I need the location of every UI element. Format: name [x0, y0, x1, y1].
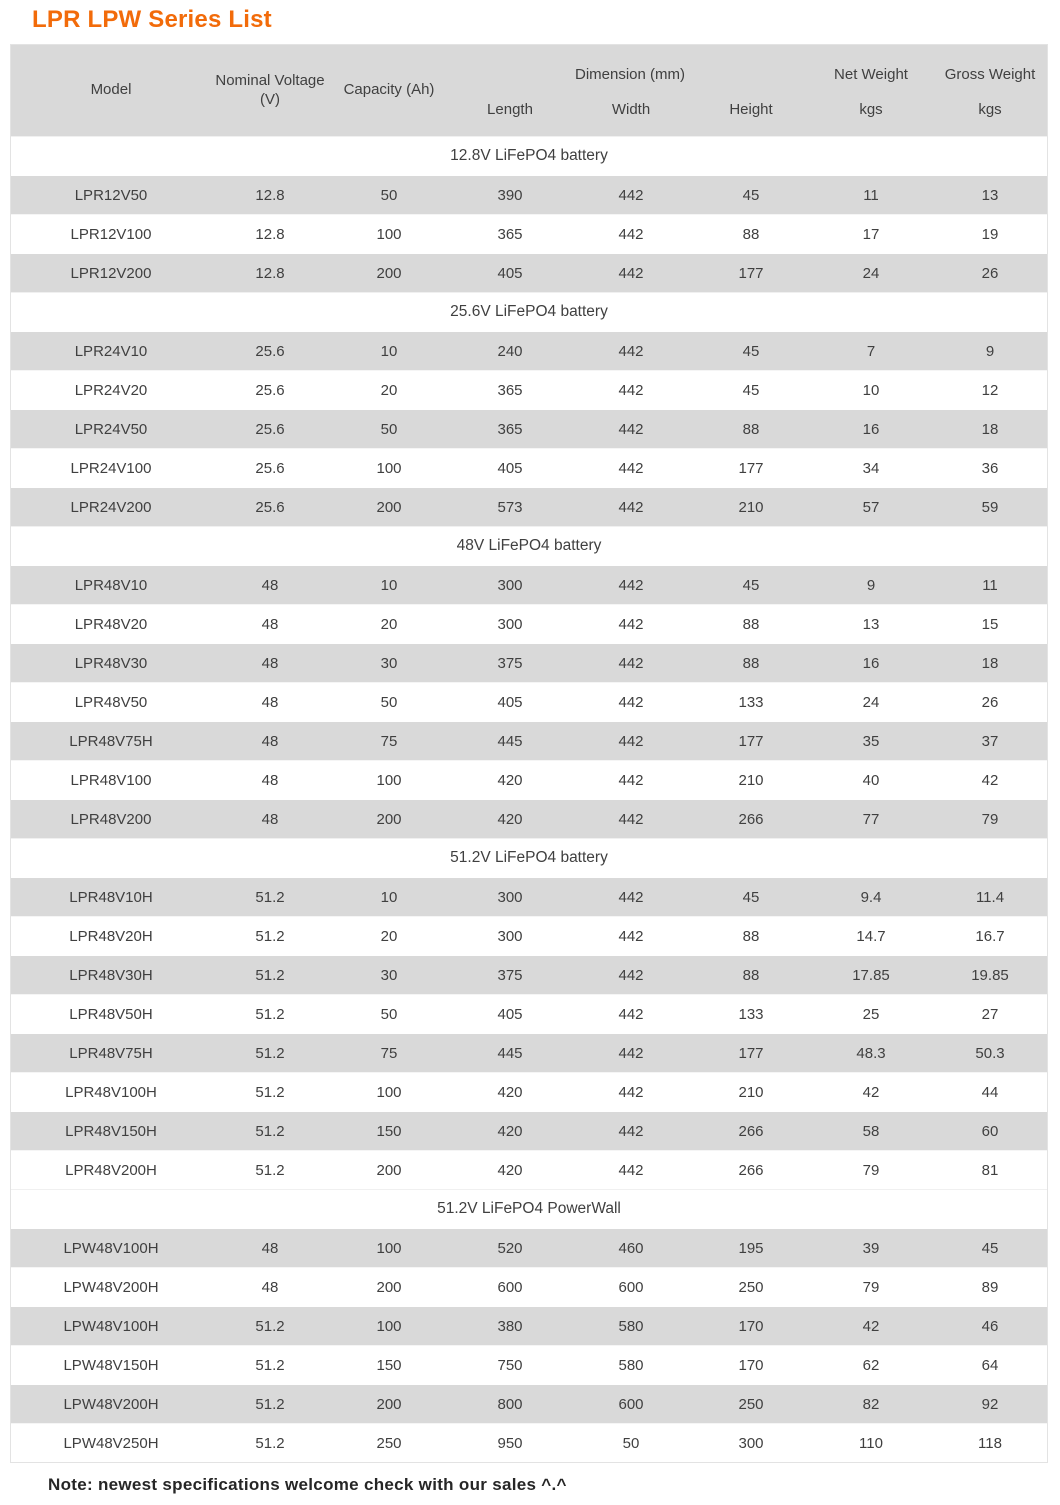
- value-cell: 50: [380, 1005, 398, 1023]
- value-cell: 442: [618, 381, 644, 399]
- value-cell: 442: [618, 732, 644, 750]
- value-cell: 405: [497, 693, 523, 711]
- value-cell: 51.2: [255, 1395, 285, 1413]
- value-cell: 51.2: [255, 1317, 285, 1335]
- value-cell: 16: [862, 654, 880, 672]
- header-gross-kgs: kgs: [978, 101, 1002, 118]
- table-row: [11, 994, 1047, 1033]
- value-cell: 81: [981, 1161, 999, 1179]
- value-cell: 11.4: [975, 888, 1005, 906]
- value-cell: 200: [376, 498, 402, 516]
- model-cell: LPR48V30: [74, 654, 148, 672]
- value-cell: 300: [497, 927, 523, 945]
- table-row: [11, 1033, 1047, 1072]
- value-cell: 48: [261, 576, 279, 594]
- model-cell: LPR48V75H: [69, 1044, 153, 1062]
- value-cell: 17: [862, 225, 880, 243]
- model-cell: LPR24V200: [70, 498, 152, 516]
- table-row: [11, 955, 1047, 994]
- value-cell: 520: [497, 1239, 523, 1257]
- value-cell: 177: [738, 459, 764, 477]
- value-cell: 35: [862, 732, 880, 750]
- value-cell: 195: [738, 1239, 764, 1257]
- value-cell: 600: [497, 1278, 523, 1296]
- value-cell: 27: [981, 1005, 999, 1023]
- table-row: [11, 1306, 1047, 1345]
- value-cell: 10: [862, 381, 880, 399]
- model-cell: LPR48V100: [70, 771, 152, 789]
- table-row: [11, 331, 1047, 370]
- value-cell: 266: [738, 1161, 764, 1179]
- value-cell: 92: [981, 1395, 999, 1413]
- model-cell: LPR48V200H: [65, 1161, 157, 1179]
- value-cell: 25.6: [255, 498, 285, 516]
- footer-note: Note: newest specifications welcome check with our sales ^.^: [48, 1475, 567, 1494]
- table-row: [11, 1267, 1047, 1306]
- model-cell: LPR12V100: [70, 225, 152, 243]
- value-cell: 600: [618, 1395, 644, 1413]
- model-cell: LPR48V200: [70, 810, 152, 828]
- value-cell: 118: [978, 1434, 1002, 1452]
- value-cell: 10: [380, 342, 398, 360]
- header-net-kgs: kgs: [859, 101, 883, 118]
- value-cell: 37: [981, 732, 999, 750]
- value-cell: 375: [497, 654, 523, 672]
- model-cell: LPW48V150H: [63, 1356, 159, 1374]
- value-cell: 442: [618, 420, 644, 438]
- value-cell: 442: [618, 225, 644, 243]
- value-cell: 442: [618, 1044, 644, 1062]
- value-cell: 250: [738, 1395, 764, 1413]
- section-header-row: 12.8V LiFePO4 battery: [11, 136, 1047, 175]
- value-cell: 420: [497, 1083, 523, 1101]
- table-row: [11, 487, 1047, 526]
- table-row: [11, 253, 1047, 292]
- value-cell: 750: [497, 1356, 523, 1374]
- value-cell: 300: [738, 1434, 764, 1452]
- value-cell: 48.3: [856, 1044, 886, 1062]
- value-cell: 177: [738, 732, 764, 750]
- model-cell: LPR48V75H: [69, 732, 153, 750]
- header-gross-weight: Gross Weight: [944, 66, 1036, 84]
- value-cell: 9: [866, 576, 876, 594]
- table-row: [11, 1072, 1047, 1111]
- value-cell: 16.7: [975, 927, 1005, 945]
- value-cell: 45: [742, 186, 760, 204]
- value-cell: 240: [497, 342, 523, 360]
- value-cell: 40: [862, 771, 880, 789]
- model-cell: LPR48V10H: [69, 888, 153, 906]
- value-cell: 45: [742, 381, 760, 399]
- value-cell: 25: [862, 1005, 880, 1023]
- value-cell: 82: [862, 1395, 880, 1413]
- value-cell: 51.2: [255, 1356, 285, 1374]
- value-cell: 25.6: [255, 381, 285, 399]
- value-cell: 442: [618, 810, 644, 828]
- value-cell: 133: [738, 693, 764, 711]
- value-cell: 12: [981, 381, 999, 399]
- value-cell: 442: [618, 186, 644, 204]
- table-row: [11, 409, 1047, 448]
- model-cell: LPR24V10: [74, 342, 148, 360]
- value-cell: 365: [497, 225, 523, 243]
- value-cell: 57: [862, 498, 880, 516]
- value-cell: 45: [742, 576, 760, 594]
- value-cell: 200: [376, 1278, 402, 1296]
- value-cell: 210: [738, 1083, 764, 1101]
- value-cell: 250: [738, 1278, 764, 1296]
- value-cell: 25.6: [255, 459, 285, 477]
- value-cell: 88: [742, 966, 760, 984]
- value-cell: 10: [380, 888, 398, 906]
- section-header-row: 48V LiFePO4 battery: [11, 526, 1047, 565]
- value-cell: 110: [859, 1434, 883, 1452]
- value-cell: 266: [738, 810, 764, 828]
- spec-table: [10, 44, 1048, 1463]
- value-cell: 20: [380, 927, 398, 945]
- value-cell: 420: [497, 771, 523, 789]
- value-cell: 25.6: [255, 420, 285, 438]
- table-row: [11, 1111, 1047, 1150]
- table-row: [11, 1150, 1047, 1189]
- model-cell: LPR48V50H: [69, 1005, 153, 1023]
- model-cell: LPR24V100: [70, 459, 152, 477]
- header-capacity: Capacity (Ah): [343, 81, 435, 99]
- value-cell: 210: [738, 498, 764, 516]
- value-cell: 10: [380, 576, 398, 594]
- value-cell: 442: [618, 498, 644, 516]
- value-cell: 442: [618, 654, 644, 672]
- value-cell: 442: [618, 927, 644, 945]
- model-cell: LPW48V100H: [63, 1239, 159, 1257]
- model-cell: LPR48V10: [74, 576, 148, 594]
- table-row: [11, 175, 1047, 214]
- value-cell: 13: [981, 186, 999, 204]
- value-cell: 442: [618, 888, 644, 906]
- value-cell: 442: [618, 615, 644, 633]
- value-cell: 445: [497, 732, 523, 750]
- table-row: [11, 916, 1047, 955]
- value-cell: 100: [376, 1317, 402, 1335]
- value-cell: 12.8: [255, 225, 285, 243]
- table-row: [11, 604, 1047, 643]
- value-cell: 18: [981, 420, 999, 438]
- value-cell: 45: [742, 342, 760, 360]
- value-cell: 11: [982, 576, 998, 594]
- value-cell: 100: [376, 1239, 402, 1257]
- value-cell: 58: [862, 1122, 880, 1140]
- value-cell: 42: [981, 771, 999, 789]
- value-cell: 88: [742, 927, 760, 945]
- section-header-row: 51.2V LiFePO4 battery: [11, 838, 1047, 877]
- value-cell: 26: [981, 693, 999, 711]
- value-cell: 17.85: [852, 966, 890, 984]
- value-cell: 24: [862, 693, 880, 711]
- model-cell: LPW48V200H: [63, 1395, 159, 1413]
- value-cell: 48: [261, 615, 279, 633]
- value-cell: 420: [497, 810, 523, 828]
- value-cell: 50: [622, 1434, 640, 1452]
- value-cell: 50: [380, 186, 398, 204]
- value-cell: 51.2: [255, 1005, 285, 1023]
- table-row: [11, 760, 1047, 799]
- value-cell: 51.2: [255, 888, 285, 906]
- header-net-weight: Net Weight: [834, 66, 908, 84]
- value-cell: 51.2: [255, 1434, 285, 1452]
- value-cell: 177: [738, 264, 764, 282]
- value-cell: 442: [618, 693, 644, 711]
- value-cell: 11: [863, 186, 879, 204]
- value-cell: 150: [376, 1356, 402, 1374]
- table-row: [11, 1228, 1047, 1267]
- value-cell: 46: [981, 1317, 999, 1335]
- value-cell: 460: [618, 1239, 644, 1257]
- value-cell: 48: [261, 732, 279, 750]
- value-cell: 573: [497, 498, 523, 516]
- value-cell: 45: [742, 888, 760, 906]
- value-cell: 100: [376, 771, 402, 789]
- value-cell: 51.2: [255, 1083, 285, 1101]
- model-cell: LPW48V100H: [63, 1317, 159, 1335]
- value-cell: 20: [380, 615, 398, 633]
- value-cell: 442: [618, 1122, 644, 1140]
- model-cell: LPR48V150H: [65, 1122, 157, 1140]
- value-cell: 75: [380, 732, 398, 750]
- value-cell: 100: [376, 225, 402, 243]
- value-cell: 300: [497, 615, 523, 633]
- value-cell: 200: [376, 1161, 402, 1179]
- value-cell: 39: [862, 1239, 880, 1257]
- value-cell: 100: [376, 459, 402, 477]
- value-cell: 420: [497, 1161, 523, 1179]
- value-cell: 45: [981, 1239, 999, 1257]
- value-cell: 48: [261, 1239, 279, 1257]
- value-cell: 420: [497, 1122, 523, 1140]
- value-cell: 19.85: [971, 966, 1009, 984]
- table-row: [11, 565, 1047, 604]
- value-cell: 48: [261, 693, 279, 711]
- value-cell: 48: [261, 654, 279, 672]
- table-row: [11, 682, 1047, 721]
- value-cell: 16: [862, 420, 880, 438]
- table-row: [11, 1423, 1047, 1462]
- table-row: [11, 877, 1047, 916]
- section-header-row: 25.6V LiFePO4 battery: [11, 292, 1047, 331]
- value-cell: 24: [862, 264, 880, 282]
- value-cell: 300: [497, 888, 523, 906]
- value-cell: 18: [981, 654, 999, 672]
- value-cell: 19: [981, 225, 999, 243]
- value-cell: 150: [376, 1122, 402, 1140]
- value-cell: 88: [742, 225, 760, 243]
- model-cell: LPR24V20: [74, 381, 148, 399]
- table-row: [11, 799, 1047, 838]
- table-row: [11, 721, 1047, 760]
- value-cell: 51.2: [255, 1122, 285, 1140]
- section-header-row: 51.2V LiFePO4 PowerWall: [11, 1189, 1047, 1228]
- table-body: [11, 136, 1047, 1462]
- value-cell: 48: [261, 1278, 279, 1296]
- value-cell: 51.2: [255, 1044, 285, 1062]
- value-cell: 50: [380, 693, 398, 711]
- header-height: Height: [729, 101, 773, 118]
- value-cell: 442: [618, 264, 644, 282]
- value-cell: 200: [376, 810, 402, 828]
- value-cell: 250: [376, 1434, 402, 1452]
- value-cell: 77: [862, 810, 880, 828]
- value-cell: 89: [981, 1278, 999, 1296]
- value-cell: 442: [618, 576, 644, 594]
- value-cell: 442: [618, 1161, 644, 1179]
- model-cell: LPR48V30H: [69, 966, 153, 984]
- value-cell: 380: [497, 1317, 523, 1335]
- model-cell: LPW48V200H: [63, 1278, 159, 1296]
- model-cell: LPR48V100H: [65, 1083, 157, 1101]
- header-voltage: Nominal Voltage (V): [215, 71, 325, 108]
- value-cell: 210: [738, 771, 764, 789]
- value-cell: 60: [981, 1122, 999, 1140]
- value-cell: 9.4: [860, 888, 882, 906]
- value-cell: 7: [866, 342, 876, 360]
- value-cell: 133: [738, 1005, 764, 1023]
- value-cell: 79: [862, 1278, 880, 1296]
- value-cell: 600: [618, 1278, 644, 1296]
- value-cell: 36: [981, 459, 999, 477]
- value-cell: 88: [742, 654, 760, 672]
- value-cell: 200: [376, 264, 402, 282]
- value-cell: 15: [981, 615, 999, 633]
- value-cell: 405: [497, 1005, 523, 1023]
- model-cell: LPR48V20H: [69, 927, 153, 945]
- value-cell: 442: [618, 771, 644, 789]
- value-cell: 170: [738, 1317, 764, 1335]
- value-cell: 405: [497, 459, 523, 477]
- value-cell: 30: [380, 654, 398, 672]
- value-cell: 48: [261, 771, 279, 789]
- value-cell: 266: [738, 1122, 764, 1140]
- model-cell: LPR24V50: [74, 420, 148, 438]
- model-cell: LPW48V250H: [63, 1434, 159, 1452]
- value-cell: 25.6: [255, 342, 285, 360]
- header-dimension: Dimension (mm): [574, 66, 685, 84]
- value-cell: 51.2: [255, 927, 285, 945]
- value-cell: 442: [618, 342, 644, 360]
- value-cell: 12.8: [255, 186, 285, 204]
- value-cell: 51.2: [255, 1161, 285, 1179]
- value-cell: 42: [862, 1083, 880, 1101]
- value-cell: 442: [618, 1083, 644, 1101]
- table-row: [11, 1384, 1047, 1423]
- header-width: Width: [611, 101, 651, 118]
- value-cell: 177: [738, 1044, 764, 1062]
- value-cell: 300: [497, 576, 523, 594]
- value-cell: 12.8: [255, 264, 285, 282]
- value-cell: 442: [618, 459, 644, 477]
- value-cell: 390: [497, 186, 523, 204]
- value-cell: 800: [497, 1395, 523, 1413]
- model-cell: LPR48V50: [74, 693, 148, 711]
- value-cell: 20: [380, 381, 398, 399]
- value-cell: 405: [497, 264, 523, 282]
- model-cell: LPR12V200: [70, 264, 152, 282]
- value-cell: 580: [618, 1356, 644, 1374]
- value-cell: 442: [618, 966, 644, 984]
- value-cell: 64: [981, 1356, 999, 1374]
- value-cell: 200: [376, 1395, 402, 1413]
- value-cell: 100: [376, 1083, 402, 1101]
- value-cell: 442: [618, 1005, 644, 1023]
- table-row: [11, 370, 1047, 409]
- value-cell: 79: [862, 1161, 880, 1179]
- model-cell: LPR48V20: [74, 615, 148, 633]
- value-cell: 375: [497, 966, 523, 984]
- value-cell: 50.3: [975, 1044, 1005, 1062]
- value-cell: 13: [862, 615, 880, 633]
- value-cell: 365: [497, 381, 523, 399]
- table-row: [11, 1345, 1047, 1384]
- model-cell: LPR12V50: [74, 186, 148, 204]
- table-row: [11, 643, 1047, 682]
- value-cell: 88: [742, 615, 760, 633]
- value-cell: 62: [862, 1356, 880, 1374]
- value-cell: 365: [497, 420, 523, 438]
- value-cell: 445: [497, 1044, 523, 1062]
- value-cell: 26: [981, 264, 999, 282]
- header-length: Length: [487, 101, 533, 118]
- value-cell: 170: [738, 1356, 764, 1374]
- value-cell: 9: [985, 342, 995, 360]
- page-title: LPR LPW Series List: [32, 6, 272, 33]
- value-cell: 580: [618, 1317, 644, 1335]
- value-cell: 59: [981, 498, 999, 516]
- value-cell: 950: [497, 1434, 523, 1452]
- table-row: [11, 214, 1047, 253]
- value-cell: 30: [380, 966, 398, 984]
- header-model: Model: [90, 81, 132, 99]
- value-cell: 88: [742, 420, 760, 438]
- value-cell: 48: [261, 810, 279, 828]
- value-cell: 34: [862, 459, 880, 477]
- value-cell: 42: [862, 1317, 880, 1335]
- value-cell: 75: [380, 1044, 398, 1062]
- table-row: [11, 448, 1047, 487]
- value-cell: 14.7: [856, 927, 886, 945]
- value-cell: 50: [380, 420, 398, 438]
- value-cell: 44: [981, 1083, 999, 1101]
- table-header: [11, 45, 1047, 136]
- value-cell: 51.2: [255, 966, 285, 984]
- value-cell: 79: [981, 810, 999, 828]
